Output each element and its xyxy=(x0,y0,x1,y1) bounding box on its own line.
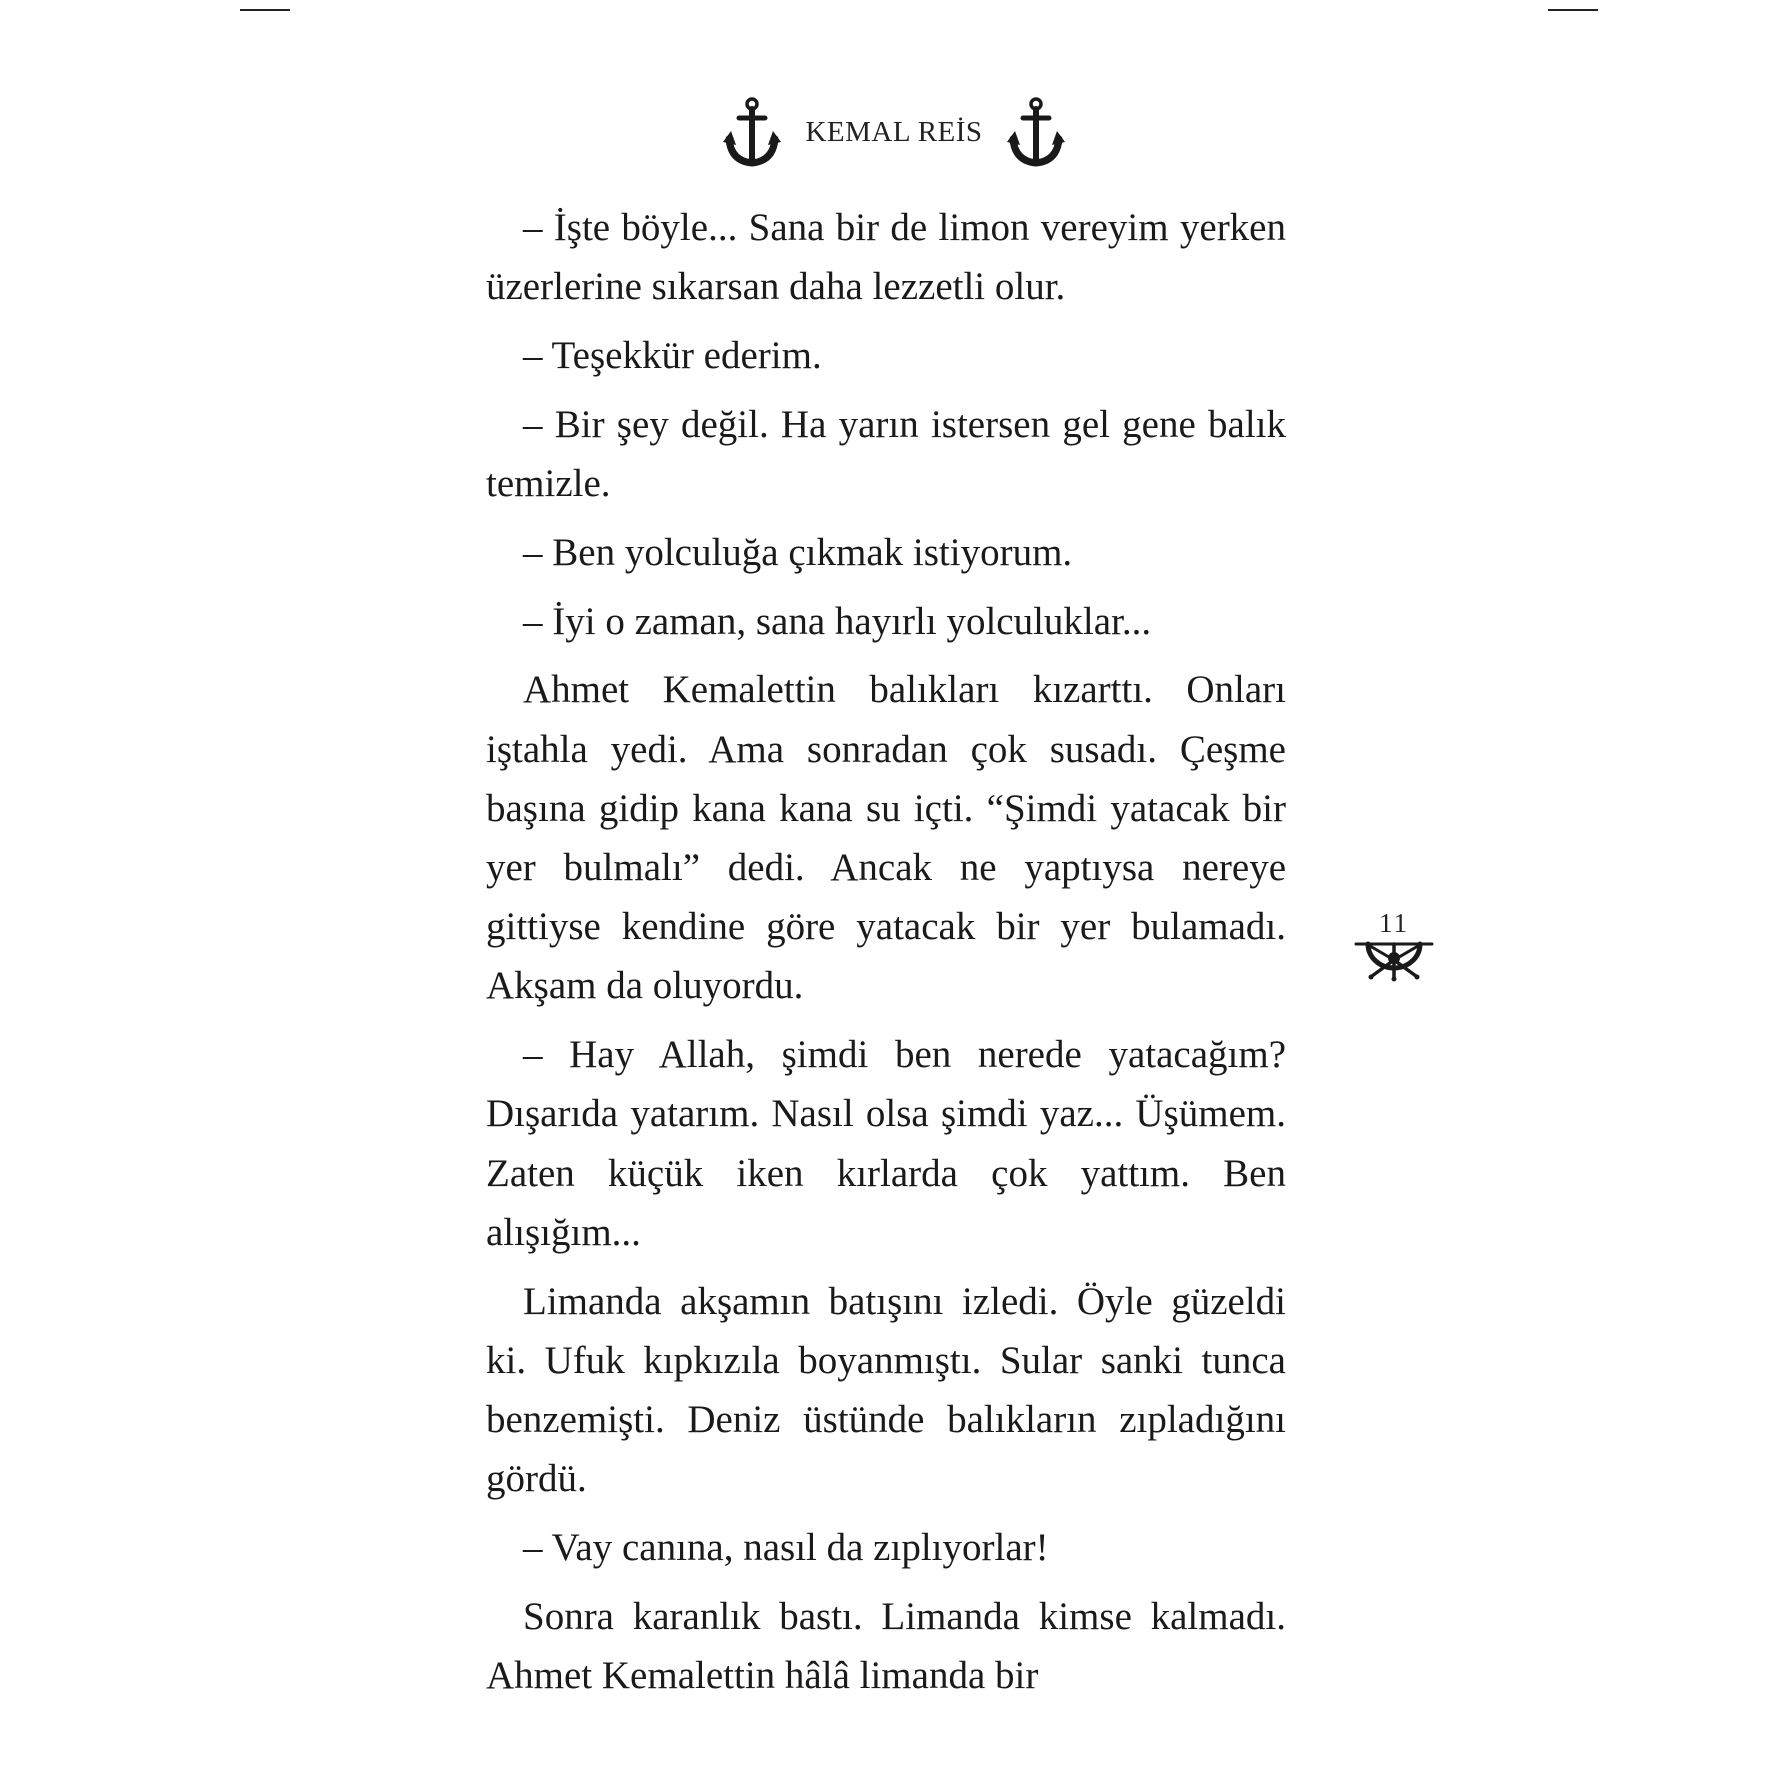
header-title: KEMAL REİS xyxy=(805,115,983,148)
paragraph: – Hay Allah, şimdi ben nerede yatacağım? Dışarıda yatarım. Nasıl olsa şimdi yaz... Üşümem. Zaten küçük iken kırlarda çok yattım. Ben alışığım... xyxy=(486,1033,1286,1254)
paragraph: – Vay canına, nasıl da zıplıyorlar! xyxy=(523,1526,1049,1570)
paragraph: – Ben yolculuğa çıkmak istiyorum. xyxy=(523,530,1073,574)
paragraph: Sonra karanlık bastı. Limanda kimse kalmadı. Ahmet Kemalettin hâlâ limanda bir xyxy=(486,1594,1286,1698)
folio xyxy=(1354,908,1434,982)
paragraph: Ahmet Kemalettin balıkları kızarttı. Onları iştahla yedi. Ama sonradan çok susadı. Çeşme başına gidip kana kana su içti. “Şimdi yatacak bir yer bulmalı” dedi. Ancak ne yaptıysa nereye gittiyse kendine göre yatacak bir yer bulamadı. Akşam da oluyordu. xyxy=(486,668,1286,1008)
paragraph: – Teşekkür ederim. xyxy=(523,334,822,377)
paragraph: – İşte böyle... Sana bir de limon vereyim yerken üzerlerine sıkarsan daha lezzetli olur. xyxy=(486,206,1286,309)
paragraph: – İyi o zaman, sana hayırlı yolculuklar... xyxy=(523,599,1152,643)
crop-mark-left xyxy=(240,9,290,11)
ship-wheel-icon xyxy=(1354,938,1434,982)
page-number: 11 xyxy=(1379,908,1409,938)
crop-mark-right xyxy=(1548,9,1598,11)
running-head xyxy=(0,92,1788,172)
paragraph: Limanda akşamın batışını izledi. Öyle güzeldi ki. Ufuk kıpkızıla boyanmıştı. Sular sanki tunca benzemişti. Deniz üstünde balıkların zıpladığını gördü. xyxy=(486,1279,1286,1501)
body-text xyxy=(486,198,1286,1715)
paragraph: – Bir şey değil. Ha yarın istersen gel gene balık temizle. xyxy=(486,402,1286,505)
anchor-icon xyxy=(1005,95,1067,169)
anchor-icon xyxy=(721,95,783,169)
